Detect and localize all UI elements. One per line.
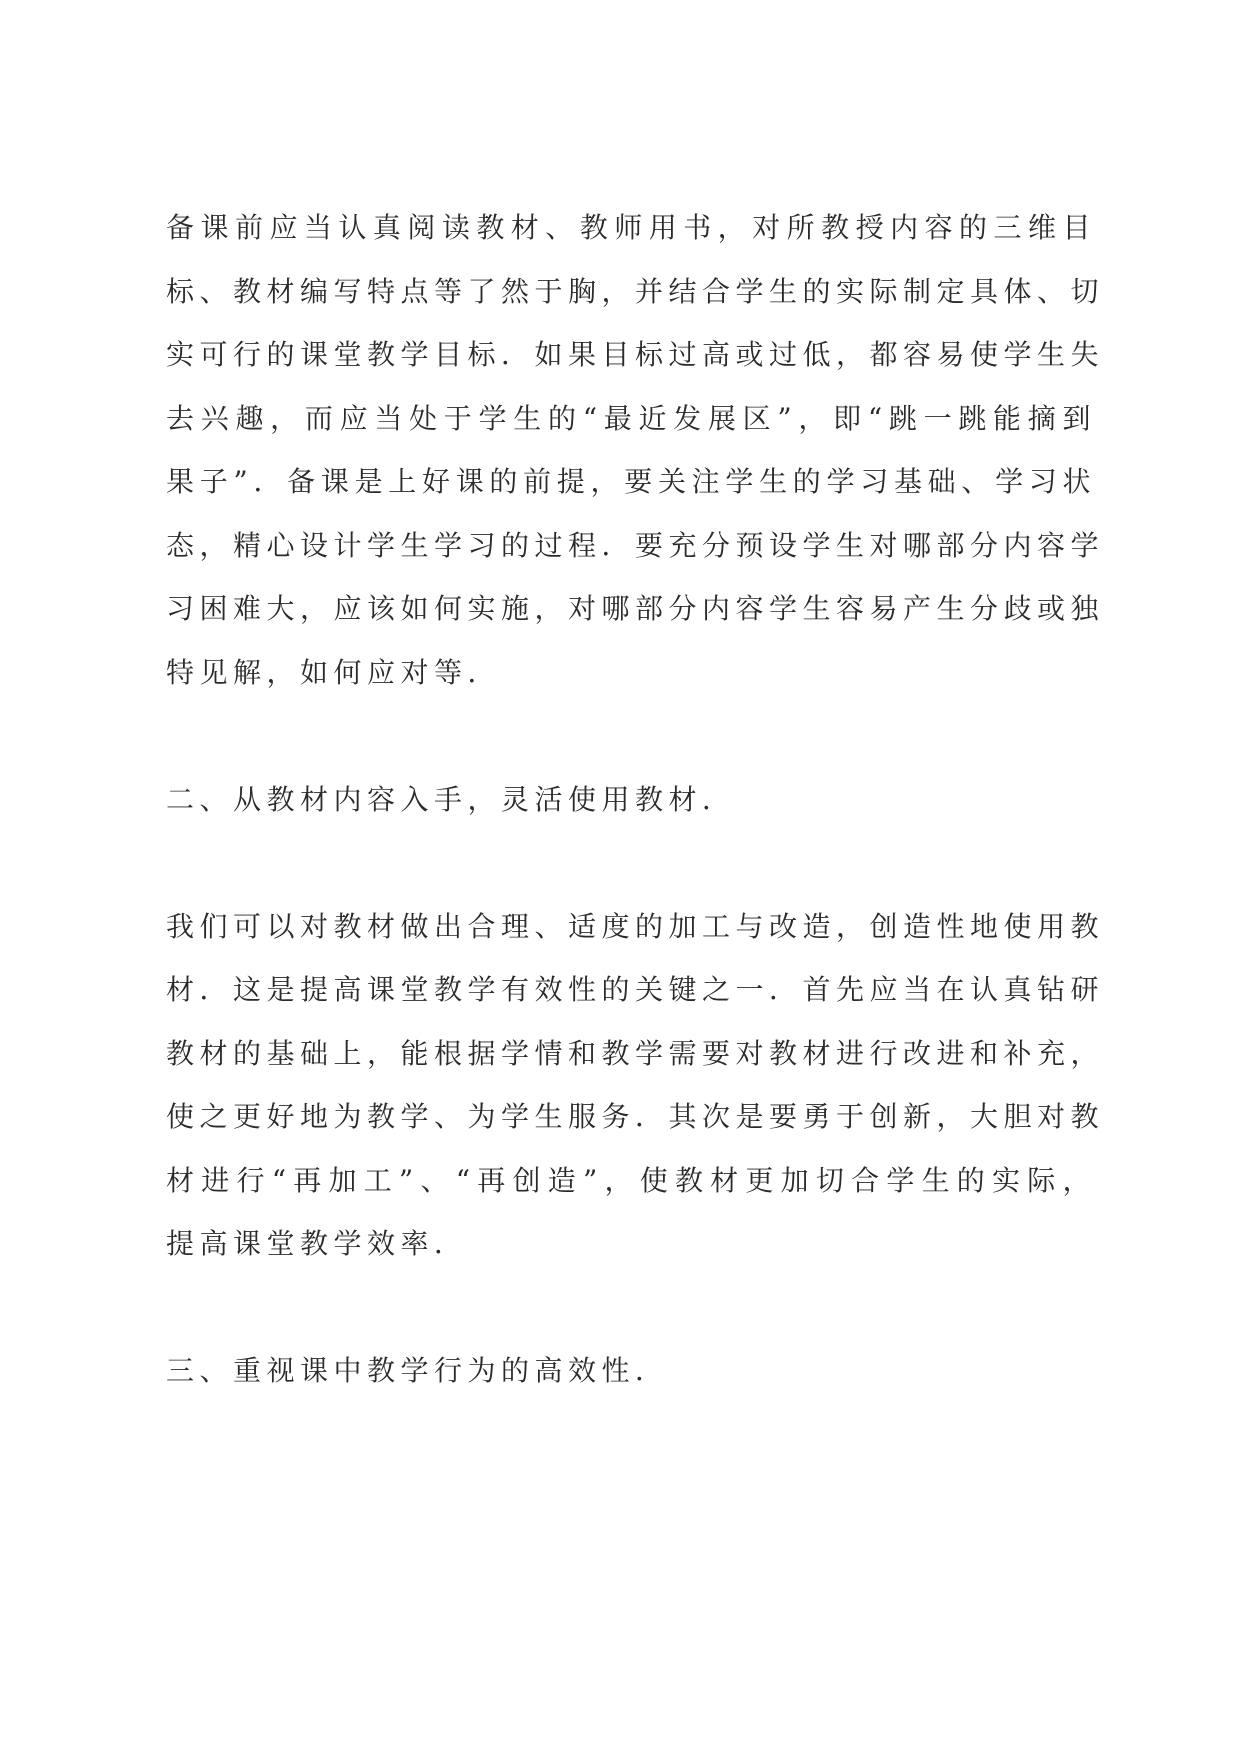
text-line: 态，精心设计学生学习的过程．要充分预设学生对哪部分内容学 <box>166 528 1105 562</box>
paragraph-textbook-usage <box>166 895 1105 1276</box>
text-line: 使之更好地为教学、为学生服务．其次是要勇于创新，大胆对教 <box>166 1100 1105 1133</box>
text-line: 实可行的课堂教学目标．如果目标过高或过低，都容易使学生失 <box>166 338 1105 371</box>
text-line: 备课前应当认真阅读教材、教师用书，对所教授内容的三维目 <box>166 211 1096 244</box>
paragraph-lesson-preparation <box>166 196 1105 704</box>
text-line: 习困难大，应该如何实施，对哪部分内容学生容易产生分歧或独 <box>166 592 1105 625</box>
text-line: 教材的基础上，能根据学情和教学需要对教材进行改进和补充， <box>166 1036 1105 1070</box>
text-line: 提高课堂教学效率． <box>166 1227 468 1260</box>
text-line: 特见解，如何应对等． <box>166 655 502 689</box>
text-line: 材进行“再加工”、“再创造”，使教材更加切合学生的实际， <box>166 1163 1096 1197</box>
section-heading-3: 三、重视课中教学行为的高效性． <box>166 1354 669 1387</box>
text-line: 我们可以对教材做出合理、适度的加工与改造，创造性地使用教 <box>166 909 1105 943</box>
section-heading-2: 二、从教材内容入手，灵活使用教材． <box>166 782 736 816</box>
text-line: 果子”．备课是上好课的前提，要关注学生的学习基础、学习状 <box>166 465 1096 498</box>
text-line: 去兴趣，而应当处于学生的“最近发展区”，即“跳一跳能摘到 <box>166 401 1096 435</box>
document-body <box>166 196 1105 1466</box>
text-line: 标、教材编写特点等了然于胸，并结合学生的实际制定具体、切 <box>166 274 1105 308</box>
text-line: 材．这是提高课堂教学有效性的关键之一．首先应当在认真钻研 <box>166 973 1105 1006</box>
